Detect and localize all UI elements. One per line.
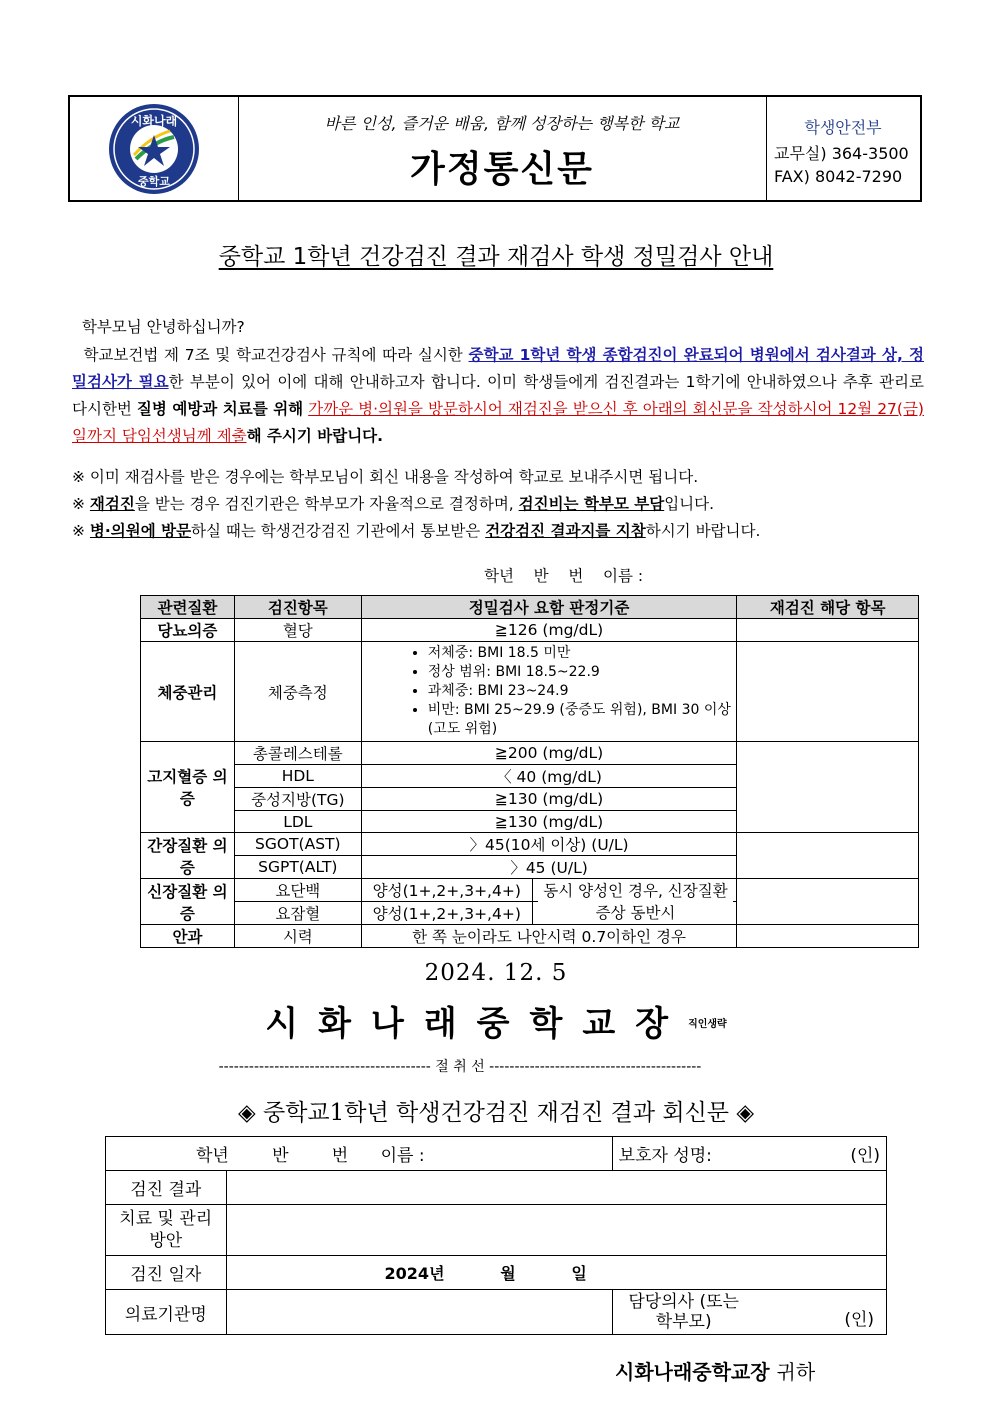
greeting: 학부모님 안녕하십니까? [81,318,245,336]
disease-cell: 당뇨의증 [141,619,235,642]
recheck-cell[interactable] [737,742,919,833]
note-1: ※ 이미 재검사를 받은 경우에는 학부모님이 회신 내용을 작성하여 학교로 보내주시면 됩니다. [72,468,699,486]
treatment-label: 치료 및 관리방안 [106,1205,227,1256]
result-label: 검진 결과 [106,1171,227,1205]
recheck-cell[interactable] [737,619,919,642]
criteria-table [140,595,919,948]
table-row [141,642,919,742]
kidney-note: 동시 양성인 경우, 신장질환 증상 동반시 [538,880,733,924]
bmi-bullet: • 정상 범위: BMI 18.5~22.9 [428,663,733,682]
hospital-label: 의료기관명 [106,1290,227,1335]
disease-cell: 안과 [141,925,235,948]
criteria-cell [361,642,737,742]
table-row [141,925,919,948]
disease-cell: 신장질환 의증 [141,879,235,925]
fax-number: FAX) 8042-7290 [774,167,903,186]
document-title: 중학교 1학년 건강검진 결과 재검사 학생 정밀검사 안내 [218,244,774,270]
criteria-cell: 〈 40 (mg/dL) [361,765,737,788]
student-info-line: 학년 반 번 이름 : [484,567,644,585]
department: 학생안전부 [804,118,882,137]
item-cell: 체중측정 [234,642,361,742]
intro-paragraph: 학교보건법 제 7조 및 학교건강검사 규칙에 따라 실시한 중학교 1학년 학생 종합검진이 완료되어 병원에서 검사결과 상, 정밀검사가 필요한 부분이 있어 이에 대해 안내하고자 합니다. 이미 학생들에게 검진결과는 1학기에 안내하였으나 추후 관리로 다시한번 질병 예방과 치료를 위해 가까운 병·의원을 방문하시어 재검진을 받으신 후 아래의 회신문을 작성하시어 12월 27(금)일까지 담임선생님께 제출해 주시기 바랍니다. [72,346,924,445]
logo-top-text: 시화나래 [130,114,178,128]
logo-bottom-text: 중학교 [138,175,170,188]
recheck-cell[interactable] [737,833,919,879]
table-row [141,742,919,765]
guardian-name-field[interactable] [612,1137,886,1171]
table-row [141,619,919,642]
reply-form-table [105,1136,887,1335]
principal-signature: 시화나래중학교장$^{직인생략}$ [265,1004,727,1044]
hospital-field[interactable] [226,1290,612,1335]
criteria-cell: 〉45(10세 이상) (U/L) [361,833,737,856]
item-cell: 요단백 [234,879,361,902]
item-cell: 중성지방(TG) [234,788,361,811]
footer-addressee: 시화나래중학교장 귀하 [615,1360,816,1384]
exam-date-label: 검진 일자 [106,1256,227,1290]
note-3: ※ 병·의원에 방문하실 때는 학생건강검진 기관에서 통보받은 건강검진 결과지를 지참하시기 바랍니다. [72,522,761,540]
disease-cell: 고지혈증 의증 [141,742,235,833]
bmi-bullet: • 과체중: BMI 23~24.9 [428,682,733,701]
newsletter-header [68,95,922,202]
table-row [141,833,919,856]
guardian-label: 보호자 성명: [618,1146,712,1166]
header-center [238,97,767,200]
doctor-stamp: (인) [844,1310,874,1330]
bmi-bullet: • 비만: BMI 25~29.9 (중증도 위험), BMI 30 이상 (고도 위험) [428,701,733,739]
treatment-field[interactable] [226,1205,886,1256]
cut-line: ------------------------------------------ 절 취 선 ------------------------------------------ [218,1059,702,1075]
table-row [141,879,919,902]
reply-form-title: ◈ 중학교1학년 학생건강검진 재검진 결과 회신문 ◈ [237,1100,755,1126]
school-logo [70,97,238,200]
recheck-cell[interactable] [737,879,919,925]
issue-date: 2024. 12. 5 [424,960,568,986]
doctor-label: 담당의사 (또는 학부모) [628,1292,739,1332]
school-logo-cell [70,97,239,200]
doctor-field[interactable] [612,1290,886,1335]
col-header-item: 검진항목 [234,596,361,619]
school-slogan: 바른 인성, 즐거운 배움, 함께 성장하는 행복한 학교 [324,114,680,133]
criteria-cell: ≧126 (mg/dL) [361,619,737,642]
criteria-cell: 한 쪽 눈이라도 나안시력 0.7이하인 경우 [361,925,737,948]
seal-omitted: 직인생략 [688,1019,727,1030]
disease-cell: 체중관리 [141,642,235,742]
guardian-stamp: (인) [850,1146,880,1166]
header-contact [766,97,920,200]
col-header-disease: 관련질환 [141,596,235,619]
disease-cell: 간장질환 의증 [141,833,235,879]
bmi-bullet: • 저체중: BMI 18.5 미만 [428,644,733,663]
exam-date-field[interactable]: 2024년 월 일 [226,1256,886,1290]
col-header-recheck: 재검진 해당 항목 [737,596,919,619]
item-cell: 혈당 [234,619,361,642]
criteria-cell: ≧200 (mg/dL) [361,742,737,765]
criteria-cell: ≧130 (mg/dL) [361,811,737,833]
recheck-cell[interactable] [737,642,919,742]
item-cell: SGPT(ALT) [234,856,361,879]
reply-student-field[interactable]: 학년 반 번 이름 : [106,1137,613,1171]
item-cell: LDL [234,811,361,833]
item-cell: SGOT(AST) [234,833,361,856]
item-cell: 시력 [234,925,361,948]
table-header-row [141,596,919,619]
phone-number: 교무실) 364-3500 [774,144,909,163]
item-cell: 총콜레스테롤 [234,742,361,765]
criteria-cell: ≧130 (mg/dL) [361,788,737,811]
urine-blood-criteria: 양성(1+,2+,3+,4+) [362,902,533,924]
item-cell: HDL [234,765,361,788]
urine-protein-criteria: 양성(1+,2+,3+,4+) [362,879,533,901]
note-2: ※ 재검진을 받는 경우 검진기관은 학부모가 자율적으로 결정하며, 검진비는 학부모 부담입니다. [72,495,715,513]
item-cell: 요잠혈 [234,902,361,925]
result-field[interactable] [226,1171,886,1205]
newsletter-title: 가정통신문 [410,149,594,190]
recheck-cell[interactable] [737,925,919,948]
criteria-cell: 〉45 (U/L) [361,856,737,879]
col-header-criteria: 정밀검사 요함 판정기준 [361,596,737,619]
